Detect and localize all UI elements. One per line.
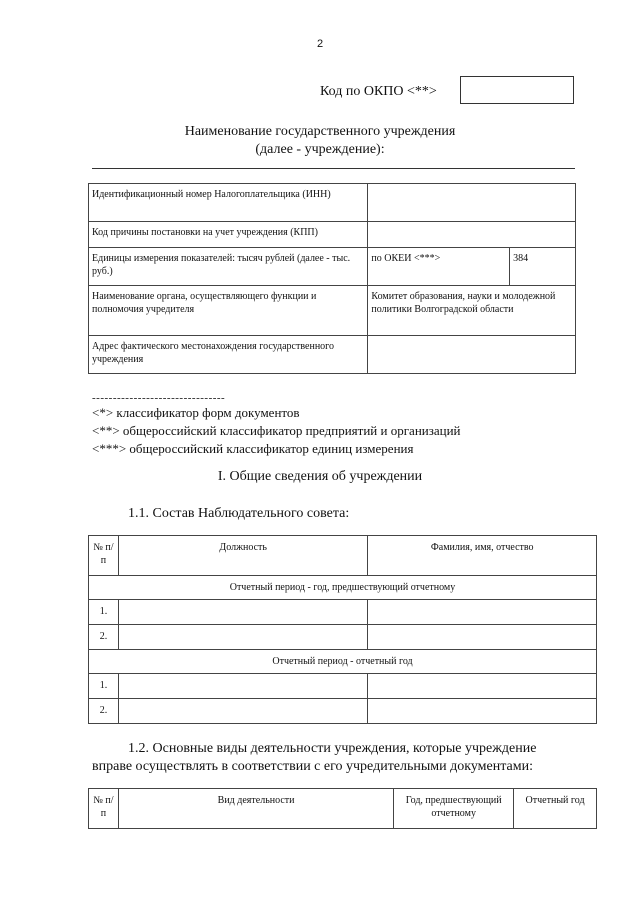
address-label: Адрес фактического местонахождения государственного учреждения <box>89 336 368 374</box>
position-cell[interactable] <box>118 674 367 699</box>
row-number: 1. <box>89 674 119 699</box>
col-num-header: № п/п <box>89 536 119 576</box>
founder-label: Наименование органа, осуществляющего функции и полномочия учредителя <box>89 286 368 336</box>
footnote-1: <*> классификатор форм документов <box>92 405 300 420</box>
row-number: 2. <box>89 625 119 650</box>
founder-value: Комитет образования, науки и молодежной политики Волгоградской области <box>368 286 576 336</box>
okei-label: по ОКЕИ <***> <box>368 248 510 286</box>
institution-info-table <box>88 183 576 374</box>
row-number: 2. <box>89 699 119 724</box>
col-cur-year-header: Отчетный год <box>514 789 597 829</box>
inn-value-cell[interactable] <box>368 184 576 222</box>
footnote-divider: -------------------------------- <box>92 392 226 404</box>
subsection-1-2-line2: вправе осуществлять в соответствии с его учредительными документами: <box>92 759 533 774</box>
col-prev-year-header: Год, предшествующий отчетному <box>394 789 514 829</box>
row-number: 1. <box>89 600 119 625</box>
board-table <box>88 535 597 724</box>
footnote-2: <**> общероссийский классификатор предприятий и организаций <box>92 423 461 438</box>
kpp-value-cell[interactable] <box>368 222 576 248</box>
activity-table <box>88 788 597 829</box>
name-cell[interactable] <box>368 600 597 625</box>
col-position-header: Должность <box>118 536 367 576</box>
period-cur-row: Отчетный период - отчетный год <box>89 650 597 674</box>
document-title-line1: Наименование государственного учреждения <box>184 124 456 139</box>
footnote-3: <***> общероссийский классификатор единиц измерения <box>92 441 414 456</box>
units-label: Единицы измерения показателей: тысяч рублей (далее - тыс. руб.) <box>89 248 368 286</box>
okei-value: 384 <box>510 248 576 286</box>
subsection-1-1-title: 1.1. Состав Наблюдательного совета: <box>128 506 350 521</box>
page-number: 2 <box>316 38 324 50</box>
position-cell[interactable] <box>118 625 367 650</box>
col-num-header: № п/п <box>89 789 119 829</box>
col-name-header: Фамилия, имя, отчество <box>368 536 597 576</box>
kpp-label: Код причины постановки на учет учреждения (КПП) <box>89 222 368 248</box>
address-value-cell[interactable] <box>368 336 576 374</box>
section-title: I. Общие сведения об учреждении <box>217 469 423 484</box>
name-cell[interactable] <box>368 625 597 650</box>
subsection-1-2-line1: 1.2. Основные виды деятельности учреждения, которые учреждение <box>128 741 537 756</box>
okpo-code-field[interactable] <box>460 76 574 104</box>
position-cell[interactable] <box>118 600 367 625</box>
title-underline <box>92 168 575 169</box>
position-cell[interactable] <box>118 699 367 724</box>
inn-label: Идентификационный номер Налогоплательщика (ИНН) <box>89 184 368 222</box>
col-activity-header: Вид деятельности <box>118 789 393 829</box>
name-cell[interactable] <box>368 699 597 724</box>
name-cell[interactable] <box>368 674 597 699</box>
okpo-label: Код по ОКПО <**> <box>320 84 437 99</box>
period-prev-row: Отчетный период - год, предшествующий отчетному <box>89 576 597 600</box>
document-title-line2: (далее - учреждение): <box>255 142 385 157</box>
